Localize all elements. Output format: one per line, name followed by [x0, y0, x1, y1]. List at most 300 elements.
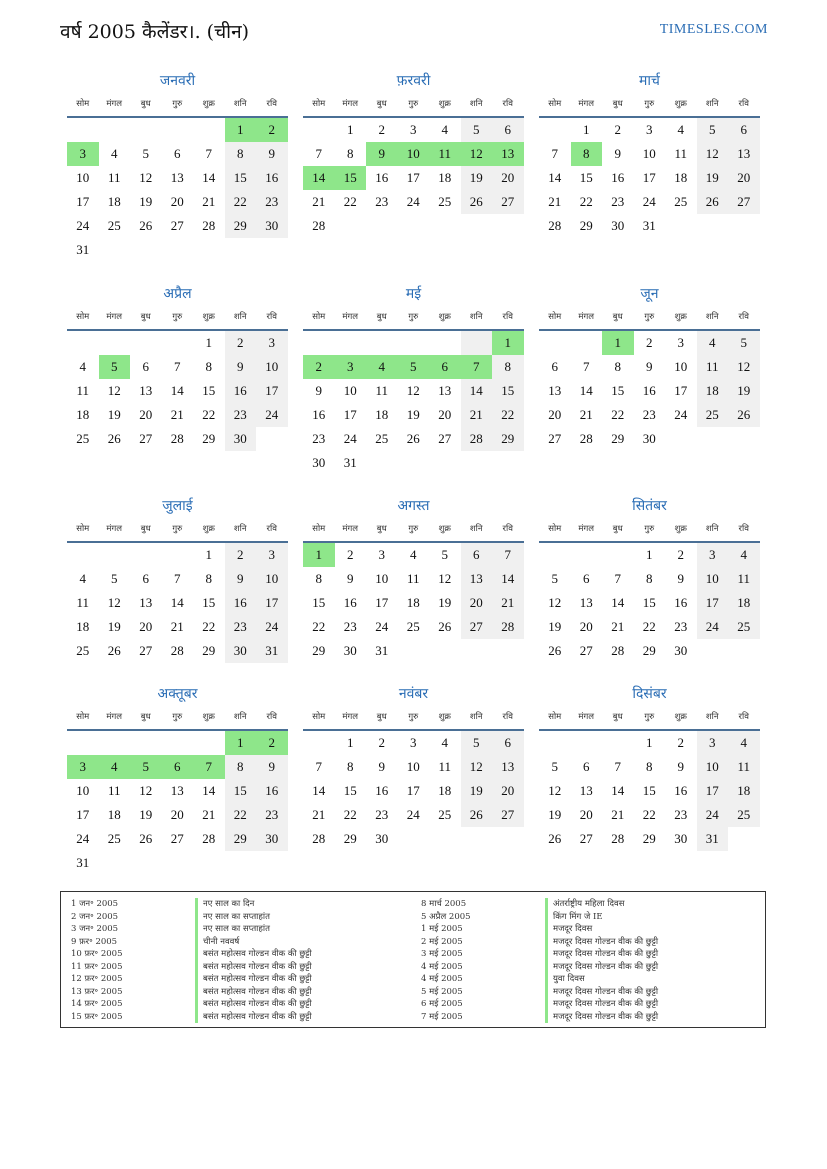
empty-day-cell [398, 827, 430, 851]
day-cell: 31 [76, 855, 90, 870]
empty-day-cell [429, 639, 461, 663]
empty-day-cell [398, 639, 430, 663]
empty-day-cell [492, 827, 524, 851]
week-row [303, 331, 524, 355]
day-cell: 3 [697, 543, 729, 567]
weekday-label: सोम [312, 312, 326, 322]
holiday-day-cell: 1 [225, 731, 257, 755]
empty-day-cell [67, 731, 99, 755]
legend-date: 12 फ़र॰ 2005 [71, 974, 123, 984]
day-cell: 17 [256, 379, 288, 403]
day-cell: 22 [202, 619, 216, 634]
day-cell: 28 [202, 831, 216, 846]
day-cell: 17 [697, 779, 729, 803]
day-cell: 15 [225, 166, 257, 190]
month-name: मार्च [639, 73, 660, 89]
day-cell: 15 [225, 779, 257, 803]
day-cell: 26 [461, 190, 493, 214]
day-cell: 10 [674, 359, 688, 374]
week-row [303, 427, 524, 451]
day-cell: 11 [406, 571, 420, 586]
day-cell: 26 [438, 619, 452, 634]
empty-day-cell [99, 331, 131, 355]
day-cell: 13 [548, 383, 562, 398]
week-row [539, 166, 760, 190]
month-calendar [67, 70, 288, 262]
day-cell: 14 [611, 595, 625, 610]
day-cell: 13 [579, 783, 593, 798]
day-cell: 18 [438, 170, 452, 185]
weekday-label: शनि [233, 524, 247, 534]
empty-day-cell [335, 331, 367, 355]
legend-holiday-name: मजदूर दिवस गोल्डन वीक की छुट्टी [545, 961, 763, 974]
day-cell: 26 [461, 803, 493, 827]
day-cell: 7 [551, 146, 558, 161]
weekday-label: शनि [233, 99, 247, 109]
empty-day-cell [162, 731, 194, 755]
day-cell: 27 [579, 643, 593, 658]
day-cell: 16 [343, 595, 357, 610]
empty-day-cell [492, 214, 524, 238]
day-cell: 11 [674, 146, 688, 161]
day-cell: 13 [170, 170, 184, 185]
weekday-label: गुरु [172, 312, 183, 322]
legend-row [421, 898, 763, 911]
day-cell: 6 [142, 571, 149, 586]
week-row [539, 331, 760, 355]
day-cell: 21 [312, 194, 326, 209]
day-cell: 26 [728, 403, 760, 427]
weekday-label: शुक्र [674, 312, 687, 322]
weekday-header [303, 92, 524, 118]
day-cell: 18 [406, 595, 420, 610]
day-cell: 27 [139, 643, 153, 658]
empty-day-cell [602, 543, 634, 567]
week-row [539, 567, 760, 591]
day-cell: 4 [441, 122, 448, 137]
weekday-label: सोम [76, 312, 90, 322]
empty-day-cell [539, 331, 571, 355]
week-row [67, 166, 288, 190]
site-link[interactable]: TIMESLES.COM [659, 22, 768, 37]
weekday-label: शुक्र [202, 312, 215, 322]
holiday-day-cell: 8 [571, 142, 603, 166]
day-cell: 24 [375, 619, 389, 634]
legend-date: 15 फ़र॰ 2005 [71, 1011, 123, 1022]
weekday-label: गुरु [408, 312, 419, 322]
month-calendar [539, 495, 760, 663]
weekday-label: सोम [548, 524, 562, 534]
empty-day-cell [162, 543, 194, 567]
weekday-label: सोम [312, 524, 326, 534]
week-row [539, 190, 760, 214]
weekday-header [303, 305, 524, 331]
day-cell: 30 [611, 218, 625, 233]
day-cell: 3 [410, 735, 417, 750]
day-cell: 30 [312, 455, 326, 470]
month-name: मई [405, 286, 422, 302]
month-name: अप्रैल [163, 286, 192, 302]
day-cell: 25 [697, 403, 729, 427]
month-calendar [67, 683, 288, 875]
holiday-day-cell: 9 [366, 142, 398, 166]
empty-day-cell [728, 827, 760, 851]
weekday-label: रवि [738, 524, 749, 534]
legend-date: 7 मई 2005 [421, 1011, 463, 1022]
day-cell: 18 [76, 407, 90, 422]
weekday-header [67, 705, 288, 731]
day-cell: 3 [410, 122, 417, 137]
legend-row [71, 911, 413, 924]
weekday-label: बुध [376, 712, 387, 722]
day-cell: 7 [614, 759, 621, 774]
week-row [67, 779, 288, 803]
day-cell: 9 [646, 359, 653, 374]
weekday-label: बुध [376, 524, 387, 534]
day-cell: 4 [728, 543, 760, 567]
weekday-label: शनि [705, 312, 719, 322]
day-cell: 25 [76, 431, 90, 446]
day-cell: 24 [697, 615, 729, 639]
holiday-day-cell: 7 [193, 755, 225, 779]
empty-day-cell [461, 639, 493, 663]
day-cell: 19 [107, 407, 121, 422]
empty-day-cell [303, 331, 335, 355]
month-name: अक्तूबर [157, 686, 198, 702]
weekday-label: गुरु [408, 524, 419, 534]
legend-row [71, 998, 413, 1011]
day-cell: 19 [139, 807, 153, 822]
day-cell: 24 [642, 194, 656, 209]
legend-holiday-name: बसंत महोत्सव गोल्डन वीक की छुट्टी [195, 948, 413, 961]
day-cell: 30 [375, 831, 389, 846]
legend-date: 14 फ़र॰ 2005 [71, 999, 123, 1009]
day-cell: 20 [492, 779, 524, 803]
day-cell: 25 [107, 831, 121, 846]
weekday-label: शुक्र [202, 712, 215, 722]
day-cell: 11 [375, 383, 389, 398]
week-row [539, 591, 760, 615]
day-cell: 22 [642, 807, 656, 822]
empty-day-cell [571, 543, 603, 567]
day-cell: 23 [375, 194, 389, 209]
day-cell: 8 [614, 359, 621, 374]
day-cell: 11 [438, 759, 452, 774]
legend-holiday-name: मजदूर दिवस गोल्डन वीक की छुट्टी [545, 1011, 763, 1024]
day-cell: 23 [674, 807, 688, 822]
legend-date: 10 फ़र॰ 2005 [71, 949, 123, 959]
day-cell: 25 [728, 803, 760, 827]
empty-day-cell [366, 214, 398, 238]
day-cell: 25 [438, 194, 452, 209]
empty-day-cell [99, 118, 131, 142]
month-name: सितंबर [632, 498, 667, 514]
day-cell: 22 [492, 403, 524, 427]
day-cell: 15 [642, 783, 656, 798]
day-cell: 24 [343, 431, 357, 446]
day-cell: 4 [697, 331, 729, 355]
legend-holiday-name: युवा दिवस [545, 973, 763, 986]
empty-day-cell [366, 331, 398, 355]
month-name: अगस्त [397, 498, 430, 514]
day-cell: 27 [170, 218, 184, 233]
empty-day-cell [303, 731, 335, 755]
weekday-label: गुरु [408, 99, 419, 109]
day-cell: 23 [674, 619, 688, 634]
day-cell: 14 [611, 783, 625, 798]
legend-holiday-name: किंग मिंग जे IE [545, 911, 763, 924]
day-cell: 9 [225, 355, 257, 379]
weekday-label: गुरु [644, 524, 655, 534]
day-cell: 2 [225, 543, 257, 567]
day-cell: 26 [548, 643, 562, 658]
week-row [67, 639, 288, 663]
day-cell: 5 [551, 759, 558, 774]
day-cell: 28 [461, 427, 493, 451]
day-cell: 29 [492, 427, 524, 451]
day-cell: 16 [225, 379, 257, 403]
weekday-label: रवि [502, 524, 513, 534]
day-cell: 31 [697, 827, 729, 851]
day-cell: 1 [646, 547, 653, 562]
day-cell: 2 [378, 122, 385, 137]
holiday-day-cell: 7 [461, 355, 493, 379]
weekday-label: रवि [502, 712, 513, 722]
day-cell: 29 [343, 831, 357, 846]
day-cell: 25 [728, 615, 760, 639]
day-cell: 6 [583, 759, 590, 774]
weekday-label: रवि [266, 312, 277, 322]
weekday-label: बुध [140, 524, 151, 534]
empty-day-cell [571, 731, 603, 755]
week-row [67, 803, 288, 827]
day-cell: 20 [438, 407, 452, 422]
day-cell: 20 [728, 166, 760, 190]
holiday-day-cell: 1 [602, 331, 634, 355]
week-row [539, 214, 760, 238]
day-cell: 20 [579, 807, 593, 822]
empty-day-cell [602, 731, 634, 755]
week-row [67, 543, 288, 567]
day-cell: 29 [642, 643, 656, 658]
week-row [303, 403, 524, 427]
day-cell: 21 [202, 194, 216, 209]
empty-day-cell [492, 451, 524, 475]
weekday-label: बुध [140, 99, 151, 109]
week-row [539, 543, 760, 567]
weekday-label: शनि [705, 524, 719, 534]
day-cell: 9 [347, 571, 354, 586]
legend-holiday-name: बसंत महोत्सव गोल्डन वीक की छुट्टी [195, 986, 413, 999]
day-cell: 25 [674, 194, 688, 209]
day-cell: 8 [205, 359, 212, 374]
day-cell: 12 [107, 595, 121, 610]
week-row [539, 779, 760, 803]
day-cell: 31 [375, 643, 389, 658]
legend-holiday-name: मजदूर दिवस गोल्डन वीक की छुट्टी [545, 948, 763, 961]
weekday-label: बुध [612, 312, 623, 322]
day-cell: 2 [677, 547, 684, 562]
weekday-label: शनि [233, 712, 247, 722]
day-cell: 15 [202, 595, 216, 610]
day-cell: 24 [697, 803, 729, 827]
day-cell: 31 [343, 455, 357, 470]
week-row [67, 118, 288, 142]
weekday-label: शनि [233, 312, 247, 322]
weekday-header [539, 305, 760, 331]
holiday-day-cell: 13 [492, 142, 524, 166]
day-cell: 21 [461, 403, 493, 427]
day-cell: 8 [492, 355, 524, 379]
day-cell: 22 [611, 407, 625, 422]
month-calendar [303, 70, 524, 238]
empty-day-cell [429, 331, 461, 355]
day-cell: 17 [76, 807, 90, 822]
week-row [539, 803, 760, 827]
weekday-label: शुक्र [674, 524, 687, 534]
day-cell: 26 [139, 218, 153, 233]
week-row [539, 403, 760, 427]
weekday-label: बुध [612, 99, 623, 109]
day-cell: 16 [674, 595, 688, 610]
day-cell: 25 [375, 431, 389, 446]
day-cell: 19 [139, 194, 153, 209]
empty-day-cell [398, 331, 430, 355]
holiday-day-cell: 11 [429, 142, 461, 166]
empty-day-cell [67, 331, 99, 355]
day-cell: 30 [256, 827, 288, 851]
week-row [67, 379, 288, 403]
empty-day-cell [256, 238, 288, 262]
week-row [303, 543, 524, 567]
weekday-label: शुक्र [674, 99, 687, 109]
empty-day-cell [398, 214, 430, 238]
day-cell: 13 [438, 383, 452, 398]
day-cell: 17 [642, 170, 656, 185]
day-cell: 17 [674, 383, 688, 398]
weekday-label: शनि [469, 99, 483, 109]
month-name: नवंबर [398, 686, 429, 702]
day-cell: 30 [674, 831, 688, 846]
week-row [303, 731, 524, 755]
empty-day-cell [130, 118, 162, 142]
empty-day-cell [99, 731, 131, 755]
day-cell: 30 [256, 214, 288, 238]
day-cell: 22 [225, 803, 257, 827]
weekday-label: शनि [469, 524, 483, 534]
legend-row [421, 998, 763, 1011]
day-cell: 11 [107, 783, 121, 798]
day-cell: 17 [256, 591, 288, 615]
empty-day-cell [99, 238, 131, 262]
day-cell: 20 [139, 619, 153, 634]
empty-day-cell [130, 731, 162, 755]
empty-day-cell [335, 214, 367, 238]
weekday-label: शुक्र [438, 524, 451, 534]
legend-date: 2 जन॰ 2005 [71, 911, 119, 922]
legend-date: 2 मई 2005 [421, 936, 463, 947]
day-cell: 1 [646, 735, 653, 750]
day-cell: 5 [461, 118, 493, 142]
legend-row [421, 936, 763, 949]
day-cell: 2 [378, 735, 385, 750]
day-cell: 25 [406, 619, 420, 634]
legend-holiday-name: मजदूर दिवस गोल्डन वीक की छुट्टी [545, 998, 763, 1011]
weekday-label: रवि [738, 99, 749, 109]
day-cell: 5 [441, 547, 448, 562]
day-cell: 1 [205, 547, 212, 562]
day-cell: 12 [139, 170, 153, 185]
empty-day-cell [665, 427, 697, 451]
day-cell: 13 [170, 783, 184, 798]
day-cell: 22 [225, 190, 257, 214]
weekday-label: गुरु [644, 99, 655, 109]
weekday-label: सोम [548, 312, 562, 322]
weekday-label: गुरु [172, 99, 183, 109]
weekday-label: रवि [502, 99, 513, 109]
week-row [67, 591, 288, 615]
day-cell: 11 [76, 383, 90, 398]
holiday-day-cell: 6 [429, 355, 461, 379]
day-cell: 1 [583, 122, 590, 137]
day-cell: 13 [139, 383, 153, 398]
legend-row [71, 986, 413, 999]
weekday-label: सोम [548, 99, 562, 109]
day-cell: 30 [225, 639, 257, 663]
day-cell: 18 [728, 591, 760, 615]
empty-day-cell [225, 851, 257, 875]
weekday-header [539, 92, 760, 118]
day-cell: 6 [142, 359, 149, 374]
day-cell: 30 [642, 431, 656, 446]
day-cell: 18 [107, 194, 121, 209]
empty-day-cell [99, 543, 131, 567]
day-cell: 12 [438, 571, 452, 586]
month-calendar [303, 683, 524, 851]
day-cell: 26 [406, 431, 420, 446]
week-row [303, 379, 524, 403]
page-title: वर्ष 2005 कैलेंडर।. (चीन) [60, 21, 250, 43]
empty-day-cell [67, 118, 99, 142]
day-cell: 23 [642, 407, 656, 422]
holiday-day-cell: 3 [67, 142, 99, 166]
weekday-header [67, 305, 288, 331]
day-cell: 20 [139, 407, 153, 422]
day-cell: 10 [375, 571, 389, 586]
day-cell: 17 [343, 407, 357, 422]
weekday-label: मंगल [578, 312, 595, 322]
weekday-label: गुरु [644, 712, 655, 722]
empty-day-cell [429, 827, 461, 851]
week-row [67, 331, 288, 355]
day-cell: 7 [174, 359, 181, 374]
day-cell: 28 [579, 431, 593, 446]
weekday-label: मंगल [106, 99, 123, 109]
day-cell: 13 [728, 142, 760, 166]
day-cell: 28 [548, 218, 562, 233]
week-row [303, 827, 524, 851]
holiday-day-cell: 10 [398, 142, 430, 166]
week-row [303, 567, 524, 591]
day-cell: 20 [170, 807, 184, 822]
day-cell: 9 [677, 571, 684, 586]
day-cell: 21 [170, 407, 184, 422]
day-cell: 12 [461, 755, 493, 779]
weekday-label: सोम [312, 99, 326, 109]
day-cell: 5 [697, 118, 729, 142]
week-row [67, 190, 288, 214]
day-cell: 29 [225, 214, 257, 238]
